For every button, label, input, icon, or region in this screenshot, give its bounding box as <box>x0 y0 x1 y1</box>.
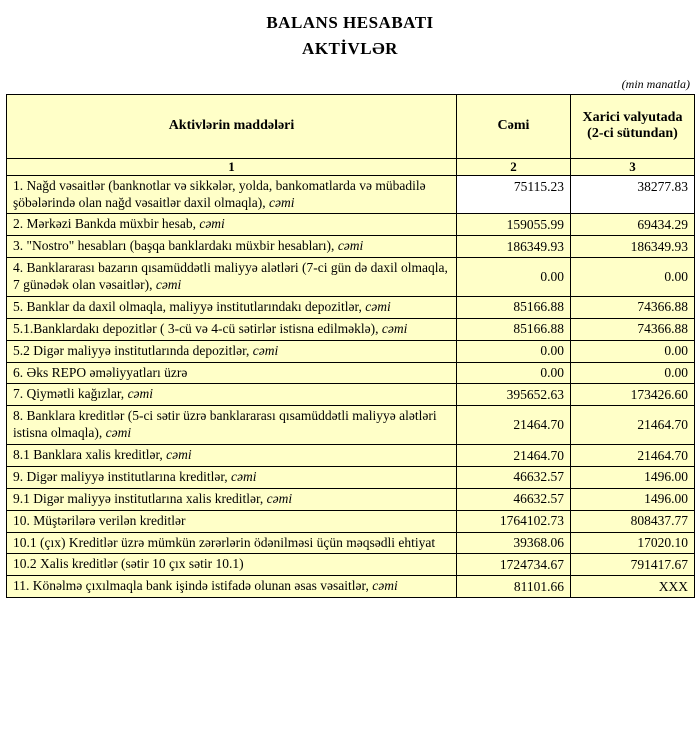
table-row <box>7 175 695 214</box>
row-label <box>7 214 457 236</box>
row-label-suffix: cəmi <box>127 386 154 402</box>
row-foreign-value: 791417.67 <box>571 554 695 576</box>
row-total-value: 21464.70 <box>457 406 571 445</box>
row-foreign-value: 0.00 <box>571 258 695 297</box>
row-label <box>7 175 457 214</box>
row-label-text: 2. Mərkəzi Bankda müxbir hesab, <box>13 216 200 232</box>
table-row <box>7 445 695 467</box>
row-total-value: 81101.66 <box>457 576 571 598</box>
row-foreign-value: 69434.29 <box>571 214 695 236</box>
row-label <box>7 554 457 576</box>
row-label-text: 11. Könəlmə çıxılmaqla bank işində istifadə olunan əsas vəsaitlər, <box>13 578 373 594</box>
row-foreign-value: 0.00 <box>571 362 695 384</box>
row-total-value: 0.00 <box>457 340 571 362</box>
row-total-value: 46632.57 <box>457 488 571 510</box>
row-total-value: 85166.88 <box>457 318 571 340</box>
row-label <box>7 318 457 340</box>
title-block <box>0 10 700 63</box>
row-foreign-value: 186349.93 <box>571 236 695 258</box>
col-header-foreign: Xarici valyutada (2-ci sütundan) <box>571 94 695 158</box>
row-label-text: 7. Qiymətli kağızlar, <box>13 386 128 402</box>
row-label-suffix: cəmi <box>105 425 132 441</box>
row-total-value: 1724734.67 <box>457 554 571 576</box>
row-label-text: 10.2 Xalis kreditlər (sətir 10 çıx sətir 10.1) <box>13 556 244 572</box>
row-foreign-value: 808437.77 <box>571 510 695 532</box>
row-total-value: 75115.23 <box>457 175 571 214</box>
row-total-value: 159055.99 <box>457 214 571 236</box>
row-label <box>7 576 457 598</box>
row-label-suffix: cəmi <box>266 490 293 506</box>
row-foreign-value: 1496.00 <box>571 466 695 488</box>
row-label-text: 6. Əks REPO əməliyyatları üzrə <box>13 364 188 380</box>
row-label <box>7 236 457 258</box>
page-title: BALANS HESABATI <box>266 13 434 32</box>
column-number-row <box>7 158 695 175</box>
row-total-value: 395652.63 <box>457 384 571 406</box>
table-row <box>7 466 695 488</box>
row-foreign-value: 21464.70 <box>571 406 695 445</box>
row-foreign-value: 74366.88 <box>571 296 695 318</box>
table-row <box>7 236 695 258</box>
row-label-text: 5. Banklar da daxil olmaqla, maliyyə institutlarındakı depozitlər, <box>13 298 366 314</box>
row-total-value: 0.00 <box>457 258 571 297</box>
row-label-suffix: cəmi <box>252 342 279 358</box>
row-label-text: 4. Banklararası bazarın qısamüddətli maliyyə alətləri (7-ci gün də daxil olmaqla, 7 günədək olan vəsaitlər), <box>13 260 448 293</box>
row-label <box>7 532 457 554</box>
table-row <box>7 532 695 554</box>
table-row <box>7 554 695 576</box>
row-label-text: 10.1 (çıx) Kreditlər üzrə mümkün zərərlərin ödənilməsi üçün məqsədli ehtiyat <box>13 534 436 550</box>
col-number-1: 1 <box>7 158 457 175</box>
row-label-text: 8.1 Banklara xalis kreditlər, <box>13 447 167 463</box>
table-row <box>7 576 695 598</box>
table-header-row <box>7 94 695 158</box>
row-foreign-value: 173426.60 <box>571 384 695 406</box>
row-label-text: 5.1.Banklardakı depozitlər ( 3-cü və 4-cü sətirlər istisna edilməklə), <box>13 320 382 336</box>
row-foreign-value: 17020.10 <box>571 532 695 554</box>
row-label-suffix: cəmi <box>337 238 364 254</box>
row-label <box>7 406 457 445</box>
row-label <box>7 384 457 406</box>
row-total-value: 85166.88 <box>457 296 571 318</box>
assets-table <box>6 94 695 599</box>
row-foreign-value: 74366.88 <box>571 318 695 340</box>
row-label-suffix: cəmi <box>365 298 391 314</box>
row-label <box>7 488 457 510</box>
row-label <box>7 296 457 318</box>
row-label-text: 9. Digər maliyyə institutlarına kreditlər, <box>13 468 232 484</box>
table-row <box>7 340 695 362</box>
row-label-suffix: cəmi <box>372 578 398 594</box>
row-total-value: 0.00 <box>457 362 571 384</box>
table-row <box>7 384 695 406</box>
row-label-text: 8. Banklara kreditlər (5-ci sətir üzrə banklararası qısamüddətli maliyyə alətləri istisna olmaqla), <box>13 408 437 441</box>
table-row <box>7 510 695 532</box>
row-label-suffix: cəmi <box>199 216 225 232</box>
row-label-suffix: cəmi <box>269 194 295 210</box>
row-label <box>7 362 457 384</box>
table-row <box>7 258 695 297</box>
row-label-text: 3. "Nostro" hesabları (başqa banklardakı müxbir hesabları), <box>13 238 338 254</box>
row-label <box>7 340 457 362</box>
row-label-text: 10. Müştərilərə verilən kreditlər <box>13 512 186 528</box>
row-total-value: 1764102.73 <box>457 510 571 532</box>
table-row <box>7 406 695 445</box>
row-foreign-value: 1496.00 <box>571 488 695 510</box>
table-row <box>7 296 695 318</box>
row-label <box>7 445 457 467</box>
table-row <box>7 318 695 340</box>
row-label-suffix: cəmi <box>166 447 192 463</box>
row-label-text: 9.1 Digər maliyyə institutlarına xalis kreditlər, <box>13 490 267 506</box>
row-label <box>7 258 457 297</box>
page-subtitle: AKTİVLƏR <box>302 39 398 59</box>
row-foreign-value: 38277.83 <box>571 175 695 214</box>
table-body <box>7 175 695 598</box>
row-label-text: 1. Nağd vəsaitlər (banknotlar və sikkələr, yolda, bankomatlarda və mübadilə şöbələrində olan nağd vəsaitlər daxil olmaqla), <box>13 177 426 210</box>
col-header-items: Aktivlərin maddələri <box>7 94 457 158</box>
unit-note: (min manatla) <box>621 76 690 91</box>
col-number-2: 2 <box>457 158 571 175</box>
row-label-suffix: cəmi <box>381 320 408 336</box>
row-label-suffix: cəmi <box>155 277 182 293</box>
row-label <box>7 466 457 488</box>
row-label <box>7 510 457 532</box>
table-row <box>7 214 695 236</box>
row-total-value: 39368.06 <box>457 532 571 554</box>
row-total-value: 46632.57 <box>457 466 571 488</box>
row-label-suffix: cəmi <box>231 468 257 484</box>
row-total-value: 21464.70 <box>457 445 571 467</box>
row-total-value: 186349.93 <box>457 236 571 258</box>
table-row <box>7 488 695 510</box>
table-row <box>7 362 695 384</box>
col-header-total: Cəmi <box>457 94 571 158</box>
col-number-3: 3 <box>571 158 695 175</box>
row-foreign-value: 21464.70 <box>571 445 695 467</box>
row-foreign-value: 0.00 <box>571 340 695 362</box>
row-foreign-value: XXX <box>571 576 695 598</box>
row-label-text: 5.2 Digər maliyyə institutlarında depozitlər, <box>13 342 253 358</box>
